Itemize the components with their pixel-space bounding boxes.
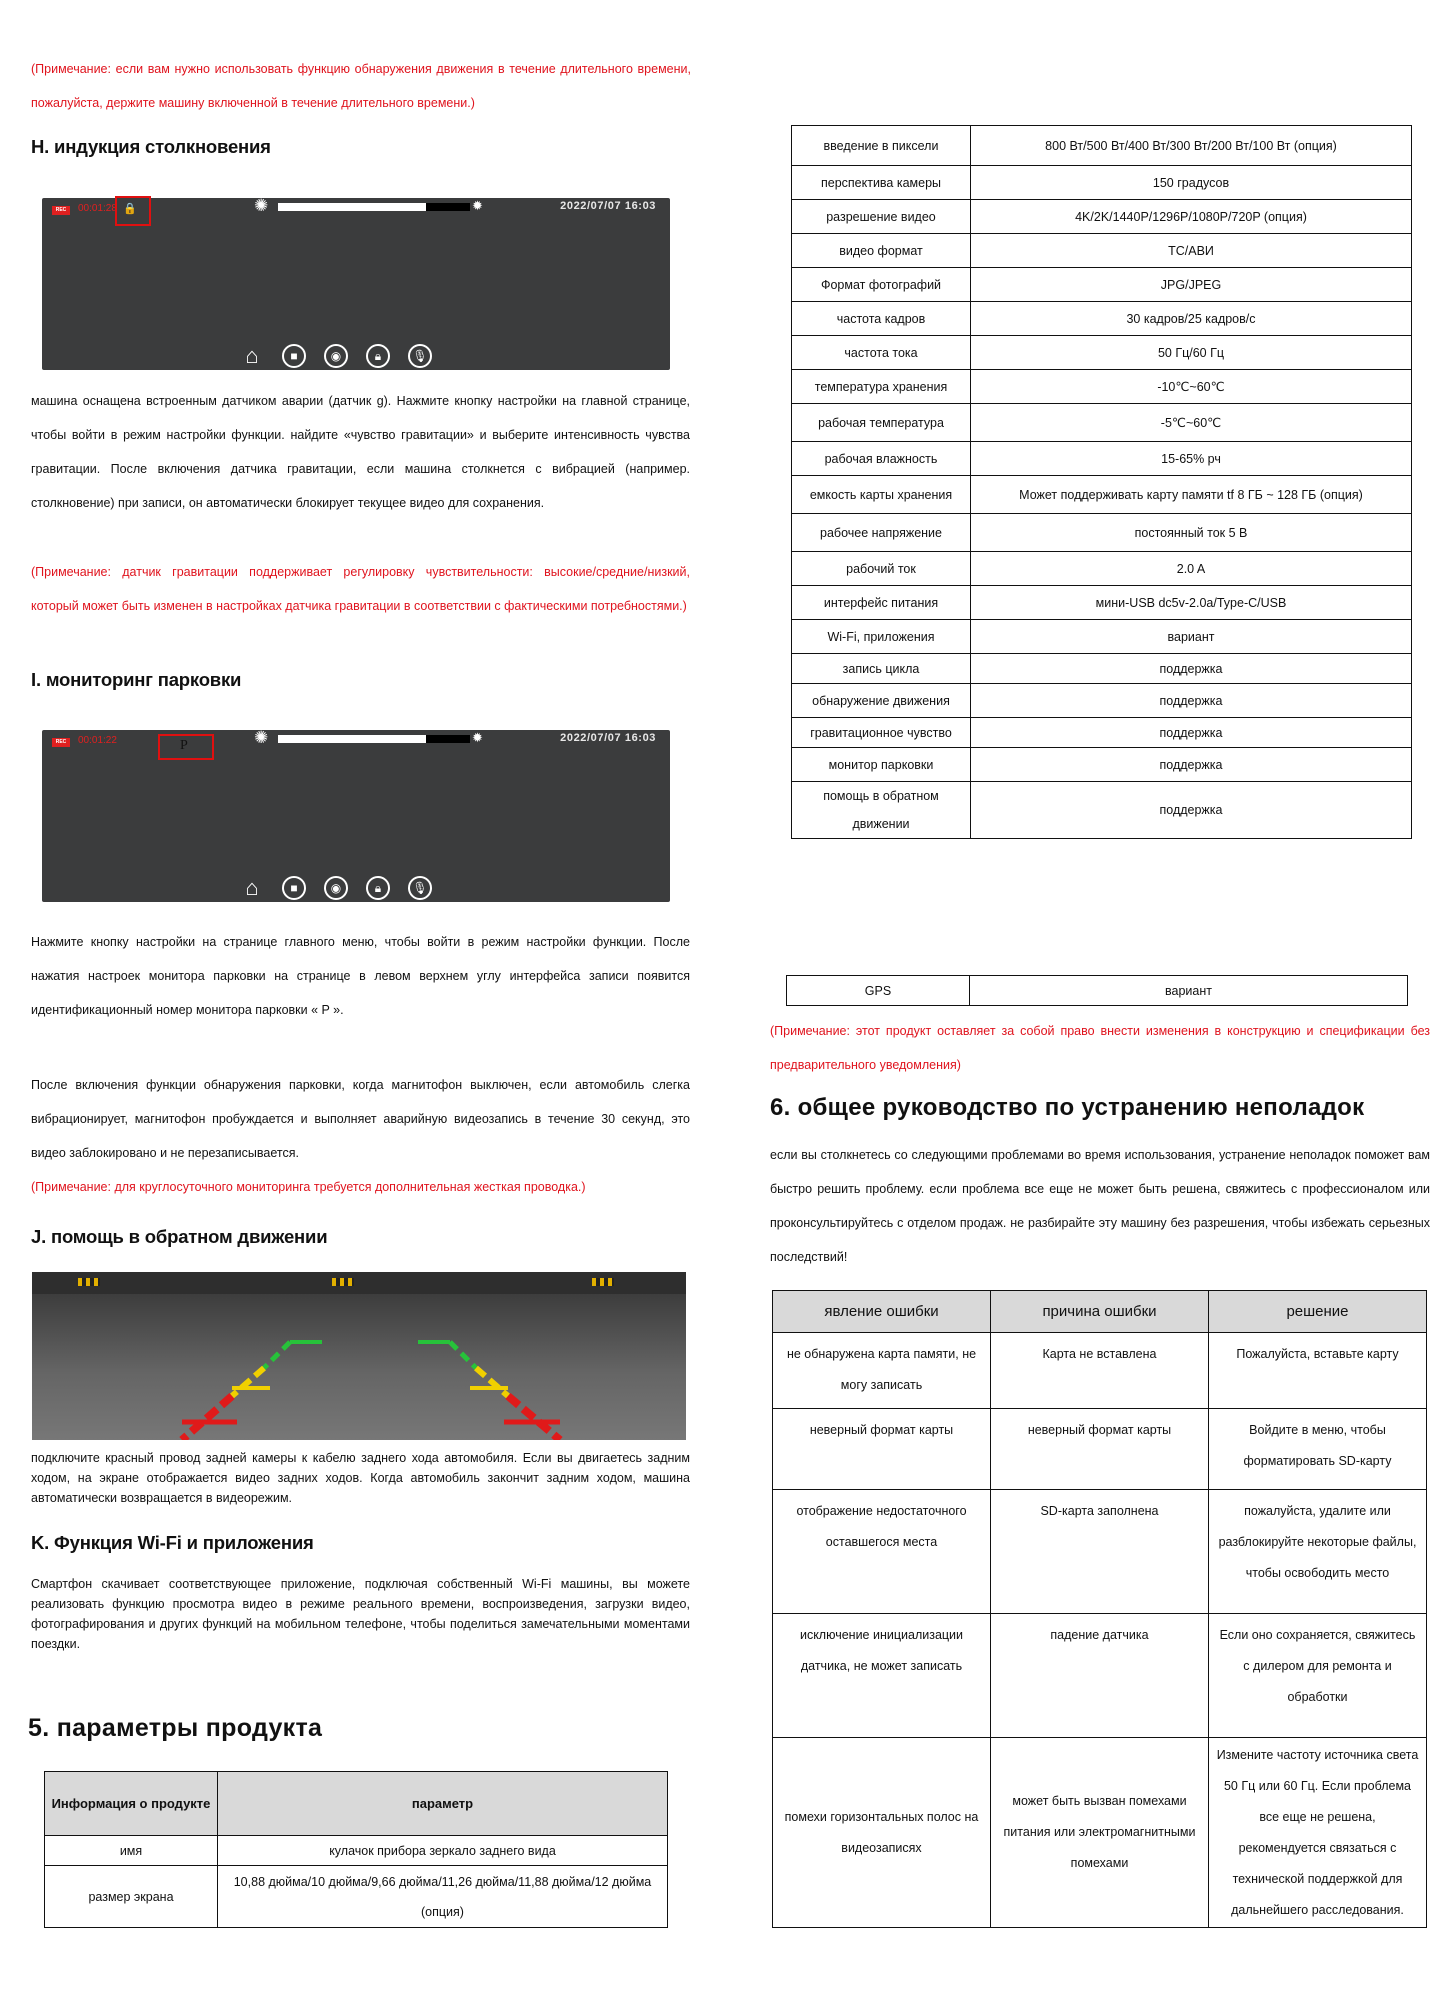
table-row: [792, 654, 1412, 684]
table-row: [792, 126, 1412, 166]
table-cell: вариант: [970, 976, 1408, 1006]
section-k-title: K. Функция Wi-Fi и приложения: [31, 1532, 314, 1553]
brightness-low-icon: ✺: [254, 728, 269, 747]
spec-table: [791, 125, 1412, 839]
brightness-slider-fill: [278, 735, 426, 743]
brightness-slider-track: [426, 203, 470, 211]
spec-value-cell: поддержка: [971, 718, 1412, 748]
section-i-paragraph-1: Нажмите кнопку настройки на странице главного меню, чтобы войти в режим настройки функции. После нажатия настроек монитора парковки на странице в левом верхнем углу интерфейса записи появится идентификационный номер монитора парковки « P ».: [31, 935, 690, 1017]
table-row: [792, 552, 1412, 586]
table-header-cell: явление ошибки: [773, 1291, 991, 1333]
table-row: [792, 586, 1412, 620]
section-j-paragraph: подключите красный провод задней камеры к кабелю заднего хода автомобиля. Если вы двигаетесь задним ходом, на экране отображается видео задних ходов. Когда автомобиль закончит задним ходом, машина автоматически возвращается в видеорежим.: [31, 1451, 690, 1505]
spec-value-cell: 30 кадров/25 кадров/с: [971, 302, 1412, 336]
spec-value-cell: мини-USB dc5v-2.0a/Type-C/USB: [971, 586, 1412, 620]
table-row: [792, 514, 1412, 552]
table-cell: исключение инициализации датчика, не может записать: [773, 1614, 991, 1738]
spec-label-cell: видео формат: [792, 234, 971, 268]
spec-value-cell: поддержка: [971, 782, 1412, 839]
rec-badge: REC: [52, 738, 70, 747]
spec-label-cell: введение в пиксели: [792, 126, 971, 166]
table-row: [792, 476, 1412, 514]
home-icon: ⌂: [245, 343, 259, 368]
note-motion-detection: (Примечание: если вам нужно использовать функцию обнаружения движения в течение длительного времени, пожалуйста, держите машину включенной в течение длительного времени.): [31, 62, 691, 110]
table-cell: пожалуйста, удалите или разблокируйте некоторые файлы, чтобы освободить место: [1209, 1490, 1427, 1614]
microphone-icon: 🎙︎: [408, 344, 432, 368]
table-cell: может быть вызван помехами питания или электромагнитными помехами: [991, 1738, 1209, 1928]
table-header-row: [45, 1772, 668, 1836]
section-h-note: (Примечание: датчик гравитации поддерживает регулировку чувствительности: высокие/средние/низкий, который может быть изменен в настройках датчика гравитации в соответствии с фактическими потребностями.): [31, 565, 690, 613]
table-cell: имя: [45, 1836, 218, 1866]
table-header-cell: причина ошибки: [991, 1291, 1209, 1333]
spec-label-cell: обнаружение движения: [792, 684, 971, 718]
stop-record-icon: ■: [282, 876, 306, 900]
spec-label-cell: помощь в обратном движении: [792, 782, 971, 839]
section-k-paragraph: Смартфон скачивает соответствующее приложение, подключая собственный Wi-Fi машины, вы можете реализовать функцию просмотра видео в режиме реального времени, воспроизведения, загрузки видео, фотографирования и других функций на мобильном телефоне, чтобы поделиться замечательными моментами поездки.: [31, 1577, 690, 1651]
spec-label-cell: рабочая влажность: [792, 442, 971, 476]
spec-label-cell: рабочая температура: [792, 404, 971, 442]
stop-record-icon: ■: [282, 344, 306, 368]
table-row: [792, 782, 1412, 839]
spec-label-cell: рабочее напряжение: [792, 514, 971, 552]
table-cell: неверный формат карты: [773, 1409, 991, 1490]
table-header-cell: Информация о продукте: [45, 1772, 218, 1836]
spec-value-cell: постоянный ток 5 В: [971, 514, 1412, 552]
table-row: [792, 234, 1412, 268]
spec-value-cell: -5℃~60℃: [971, 404, 1412, 442]
spec-value-cell: JPG/JPEG: [971, 268, 1412, 302]
table-cell: размер экрана: [45, 1866, 218, 1928]
camera-icon: ◉: [324, 876, 348, 900]
brightness-slider-fill: [278, 203, 426, 211]
spec-value-cell: -10℃~60℃: [971, 370, 1412, 404]
spec-label-cell: монитор парковки: [792, 748, 971, 782]
section-j-title: J. помощь в обратном движении: [31, 1226, 328, 1247]
lock-icon: 🔒︎: [366, 344, 390, 368]
lock-highlight-box: [115, 196, 151, 226]
spec-value-cell: Может поддерживать карту памяти tf 8 ГБ ~ 128 ГБ (опция): [971, 476, 1412, 514]
table-cell: отображение недостаточного оставшегося места: [773, 1490, 991, 1614]
spec-label-cell: разрешение видео: [792, 200, 971, 234]
home-icon: ⌂: [245, 875, 259, 900]
table-cell: Пожалуйста, вставьте карту: [1209, 1333, 1427, 1409]
table-row: [792, 200, 1412, 234]
troubleshooting-table: [772, 1290, 1427, 1928]
spec-value-cell: поддержка: [971, 654, 1412, 684]
table-cell: GPS: [787, 976, 970, 1006]
screen-toolbar: [240, 876, 432, 900]
table-row: [792, 268, 1412, 302]
spec-label-cell: температура хранения: [792, 370, 971, 404]
recording-time: 00:01:28: [78, 203, 117, 214]
parking-indicator-box: [158, 734, 214, 760]
spec-value-cell: поддержка: [971, 748, 1412, 782]
table-row: [773, 1490, 1427, 1614]
spec-label-cell: интерфейс питания: [792, 586, 971, 620]
parking-screen-mockup: [42, 730, 670, 902]
table-row: [792, 404, 1412, 442]
spec-label-cell: Формат фотографий: [792, 268, 971, 302]
parking-indicator-label: P: [180, 738, 188, 753]
spec-label-cell: частота кадров: [792, 302, 971, 336]
brightness-high-icon: ✹: [472, 198, 483, 213]
table-row: [792, 748, 1412, 782]
recording-time: 00:01:22: [78, 735, 117, 746]
spec-value-cell: 2.0 A: [971, 552, 1412, 586]
section-6-title: 6. общее руководство по устранению неполадок: [770, 1094, 1365, 1121]
screen-datetime: 2022/07/07 16:03: [560, 732, 656, 744]
brightness-high-icon: ✹: [472, 730, 483, 745]
section-5-title: 5. параметры продукта: [28, 1714, 323, 1742]
spec-value-cell: 150 градусов: [971, 166, 1412, 200]
product-info-table: [44, 1771, 668, 1928]
table-row: [773, 1409, 1427, 1490]
table-cell: неверный формат карты: [991, 1409, 1209, 1490]
table-row: [787, 976, 1408, 1006]
table-header-cell: решение: [1209, 1291, 1427, 1333]
lock-icon: 🔒︎: [366, 876, 390, 900]
table-row: [792, 370, 1412, 404]
spec-value-cell: 15-65% рч: [971, 442, 1412, 476]
spec-label-cell: емкость карты хранения: [792, 476, 971, 514]
spec-value-cell: 50 Гц/60 Гц: [971, 336, 1412, 370]
section-6-paragraph: если вы столкнетесь со следующими проблемами во время использования, устранение неполадок поможет вам быстро решить проблему. если проблема все еще не может быть решена, свяжитесь с профессионалом или проконсультируйтесь с отделом продаж. не разбирайте эту машину без разрешения, чтобы избежать серьезных последствий!: [770, 1148, 1430, 1264]
table-cell: 10,88 дюйма/10 дюйма/9,66 дюйма/11,26 дюйма/11,88 дюйма/12 дюйма (опция): [218, 1866, 668, 1928]
table-cell: Войдите в меню, чтобы форматировать SD-карту: [1209, 1409, 1427, 1490]
table-row: [45, 1836, 668, 1866]
table-row: [773, 1614, 1427, 1738]
table-header-cell: параметр: [218, 1772, 668, 1836]
table-cell: Измените частоту источника света 50 Гц или 60 Гц. Если проблема все еще не решена, рекомендуется связаться с технической поддержкой для дальнейшего расследования.: [1209, 1738, 1427, 1928]
table-row: [792, 166, 1412, 200]
table-row: [792, 684, 1412, 718]
spec-label-cell: запись цикла: [792, 654, 971, 684]
table-row: [792, 718, 1412, 748]
gps-table: [786, 975, 1408, 1006]
table-row: [792, 620, 1412, 654]
table-row: [773, 1333, 1427, 1409]
spec-value-cell: вариант: [971, 620, 1412, 654]
spec-value-cell: поддержка: [971, 684, 1412, 718]
spec-value-cell: TC/АВИ: [971, 234, 1412, 268]
camera-icon: ◉: [324, 344, 348, 368]
spec-label-cell: Wi-Fi, приложения: [792, 620, 971, 654]
table-cell: кулачок прибора зеркало заднего вида: [218, 1836, 668, 1866]
table-row: [773, 1738, 1427, 1928]
table-row: [792, 302, 1412, 336]
spec-label-cell: гравитационное чувство: [792, 718, 971, 748]
section-h-title: H. индукция столкновения: [31, 136, 271, 157]
spec-value-cell: 800 Вт/500 Вт/400 Вт/300 Вт/200 Вт/100 Вт (опция): [971, 126, 1412, 166]
table-header-row: [773, 1291, 1427, 1333]
table-cell: Карта не вставлена: [991, 1333, 1209, 1409]
rec-badge: REC: [52, 206, 70, 215]
spec-label-cell: перспектива камеры: [792, 166, 971, 200]
table-row: [792, 336, 1412, 370]
table-cell: падение датчика: [991, 1614, 1209, 1738]
spec-label-cell: частота тока: [792, 336, 971, 370]
screen-toolbar: [240, 344, 432, 368]
microphone-icon: 🎙︎: [408, 876, 432, 900]
brightness-low-icon: ✺: [254, 196, 269, 215]
lock-icon: 🔒: [123, 203, 137, 215]
spec-value-cell: 4K/2K/1440P/1296P/1080P/720P (опция): [971, 200, 1412, 234]
table-row: [45, 1866, 668, 1928]
spec-note: (Примечание: этот продукт оставляет за собой право внести изменения в конструкцию и спецификации без предварительного уведомления): [770, 1024, 1430, 1072]
reverse-camera-image: [32, 1272, 686, 1440]
section-i-title: I. мониторинг парковки: [31, 669, 242, 690]
table-cell: SD-карта заполнена: [991, 1490, 1209, 1614]
screen-datetime: 2022/07/07 16:03: [560, 200, 656, 212]
section-i-paragraph-2: После включения функции обнаружения парковки, когда магнитофон выключен, если автомобиль слегка вибрационирует, магнитофон пробуждается и выполняет аварийную видеозапись в течение 30 секунд, это видео заблокировано и не перезаписывается.: [31, 1078, 690, 1160]
table-row: [792, 442, 1412, 476]
table-cell: не обнаружена карта памяти, не могу записать: [773, 1333, 991, 1409]
section-h-paragraph: машина оснащена встроенным датчиком аварии (датчик g). Нажмите кнопку настройки на главной странице, чтобы войти в режим настройки функции. найдите «чувство гравитации» и выберите интенсивность чувства гравитации. После включения датчика гравитации, если машина столкнется с вибрацией (например. столкновение) при записи, он автоматически блокирует текущее видео для сохранения.: [31, 394, 690, 510]
table-cell: Если оно сохраняется, свяжитесь с дилером для ремонта и обработки: [1209, 1614, 1427, 1738]
brightness-slider-track: [426, 735, 470, 743]
section-i-note: (Примечание: для круглосуточного мониторинга требуется дополнительная жесткая проводка.): [31, 1180, 586, 1194]
parking-guide-lines: [32, 1272, 686, 1440]
collision-screen-mockup: [42, 198, 670, 370]
spec-label-cell: рабочий ток: [792, 552, 971, 586]
table-cell: помехи горизонтальных полос на видеозаписях: [773, 1738, 991, 1928]
